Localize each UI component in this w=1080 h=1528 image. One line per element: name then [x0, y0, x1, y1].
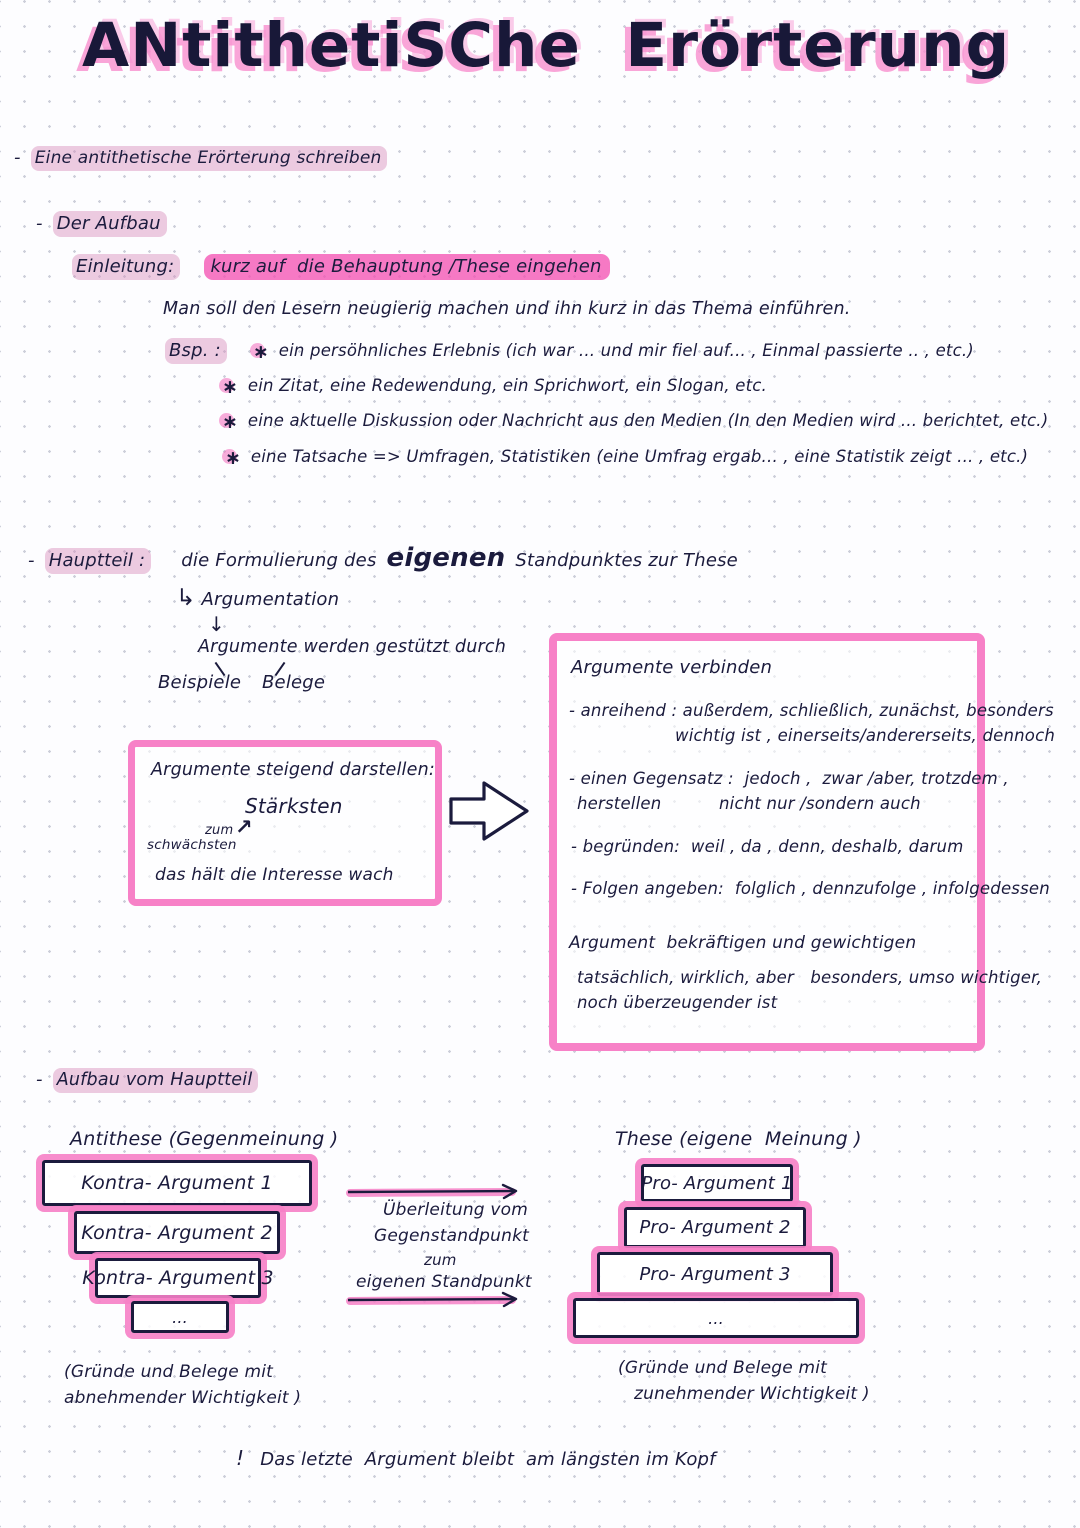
steigern-box — [128, 740, 442, 906]
pro-argument-label: Pro- Argument 1 — [641, 1172, 793, 1194]
steigern-from: schwächsten — [147, 837, 237, 853]
aufbau-line — [36, 211, 167, 237]
ellipsis-label: ... — [708, 1308, 724, 1328]
einleitung-highlight: kurz auf die Behauptung /These eingehen — [204, 254, 609, 280]
argumentation-line — [176, 585, 339, 611]
up-right-arrow-icon: ↗ — [235, 815, 253, 839]
steigern-zum: zum — [205, 823, 234, 838]
example-item: ein Zitat, eine Redewendung, ein Sprichwort, ein Slogan, etc. — [247, 376, 767, 395]
transition-line: Gegenstandpunkt — [374, 1226, 530, 1246]
pro-argument-label: Pro- Argument 2 — [639, 1217, 791, 1238]
branch-arrow-icon: ↳ — [176, 585, 196, 611]
kontra-argument-label: Kontra- Argument 1 — [81, 1172, 273, 1194]
exclamation-mark: ! — [236, 1446, 245, 1470]
transition-line: eigenen Standpunkt — [356, 1272, 532, 1292]
example-line — [222, 376, 767, 398]
verbinden-box — [549, 633, 1056, 1051]
verbinden-emphasis-line: tatsächlich, wirklich, aber besonders, umso wichtiger, — [577, 968, 1043, 987]
hauptteil-label: Hauptteil : — [45, 548, 152, 574]
example-item: eine Tatsache => Umfragen, Statistiken (eine Umfrag ergab... , eine Statistik zeigt ... , etc.) — [250, 447, 1029, 466]
bsp-label: Bsp. : — [165, 338, 227, 364]
dash-mark: - — [14, 147, 21, 168]
einleitung-line — [72, 254, 610, 280]
these-heading: These (eigene Meinung ) — [615, 1128, 862, 1150]
steigern-to: Stärksten — [245, 794, 343, 818]
left-caption: (Gründe und Belege mit — [64, 1362, 274, 1382]
verbinden-item-cont: herstellen — [577, 794, 662, 813]
kontra-argument-label: Kontra- Argument 2 — [81, 1221, 273, 1244]
steigern-title: Argumente steigend darstellen: — [151, 760, 435, 780]
belege-label: Belege — [262, 672, 326, 693]
verbinden-item: - einen Gegensatz : jedoch , zwar /aber, trotzdem , — [569, 769, 1009, 788]
pro-argument-box — [641, 1164, 793, 1202]
support-line: Argumente werden gestützt durch — [198, 637, 506, 657]
dash-mark: - — [36, 1069, 43, 1090]
pro-ellipsis-box — [573, 1298, 859, 1338]
down-arrow-icon: ↓ — [208, 612, 225, 636]
bsp-line — [165, 338, 974, 364]
verbinden-item: - Folgen angeben: folglich , dennzufolge , infolgedessen — [571, 879, 1050, 898]
transition-line: zum — [424, 1251, 457, 1269]
aufbau-hauptteil-line — [36, 1068, 258, 1093]
right-caption: (Gründe und Belege mit — [618, 1358, 828, 1378]
hauptteil-tail: Standpunktes zur These — [515, 550, 738, 571]
kontra-argument-label: Kontra- Argument 3 — [82, 1267, 274, 1289]
asterisk-icon: ∗ — [252, 341, 269, 363]
antithese-heading: Antithese (Gegenmeinung ) — [70, 1128, 339, 1150]
asterisk-icon: ∗ — [222, 411, 238, 433]
intro-line — [14, 146, 387, 171]
pro-argument-box — [597, 1252, 833, 1296]
verbinden-item-cont: wichtig ist , einerseits/andererseits, dennoch — [675, 726, 1056, 745]
transition-line: Überleitung vom — [383, 1200, 529, 1220]
bottom-note-text: Das letzte Argument bleibt am längsten im Kopf — [260, 1449, 716, 1470]
ellipsis-label: ... — [172, 1307, 188, 1327]
block-arrow-icon — [448, 776, 532, 848]
pro-argument-label: Pro- Argument 3 — [639, 1263, 791, 1285]
intro-text: Eine antithetische Erörterung schreiben — [31, 146, 388, 171]
kontra-argument-box — [82, 1258, 274, 1298]
dash-mark: - — [36, 213, 43, 234]
right-caption: zunehmender Wichtigkeit ) — [634, 1384, 870, 1404]
example-line — [225, 447, 1029, 469]
left-caption: abnehmender Wichtigkeit ) — [64, 1388, 302, 1408]
pro-argument-box — [624, 1207, 806, 1248]
bottom-note — [236, 1446, 716, 1470]
page-title: ANtithetiSChe Erörterung — [82, 10, 1011, 81]
kontra-argument-box — [42, 1160, 312, 1206]
beispiele-label: Beispiele — [158, 672, 242, 693]
example-item: eine aktuelle Diskussion oder Nachricht aus den Medien (In den Medien wird ... berichtet, etc.) — [247, 411, 1049, 430]
argumentation-text: Argumentation — [201, 589, 340, 610]
verbinden-title: Argumente verbinden — [571, 657, 773, 678]
example-item: ein persöhnliches Erlebnis (ich war ... und mir fiel auf... , Einmal passierte .. , etc.) — [278, 341, 974, 360]
verbinden-item: - anreihend : außerdem, schließlich, zunächst, besonders — [569, 701, 1054, 720]
right-arrow-icon — [346, 1292, 526, 1308]
example-line — [222, 411, 1049, 433]
aufbau-text: Der Aufbau — [53, 211, 167, 237]
hauptteil-emphasis: eigenen — [386, 543, 506, 573]
asterisk-icon: ∗ — [222, 376, 238, 398]
kontra-ellipsis-box — [131, 1301, 229, 1333]
verbinden-item-cont: nicht nur /sondern auch — [719, 794, 921, 813]
kontra-argument-box — [74, 1211, 280, 1254]
einleitung-body: Man soll den Lesern neugierig machen und ihn kurz in das Thema einführen. — [163, 299, 851, 319]
verbinden-emphasis-line: noch überzeugender ist — [577, 993, 778, 1012]
aufbau-hauptteil-label: Aufbau vom Hauptteil — [53, 1068, 259, 1093]
steigern-note: das hält die Interesse wach — [155, 865, 394, 885]
hauptteil-line — [28, 543, 738, 574]
asterisk-icon: ∗ — [225, 447, 241, 469]
hauptteil-lead: die Formulierung des — [181, 550, 377, 571]
dash-mark: - — [28, 550, 35, 571]
right-arrow-icon — [346, 1184, 526, 1200]
einleitung-label: Einleitung: — [72, 254, 180, 280]
verbinden-item: - begründen: weil , da , denn, deshalb, darum — [571, 837, 964, 856]
verbinden-emphasis-title: Argument bekräftigen und gewichtigen — [569, 933, 917, 953]
